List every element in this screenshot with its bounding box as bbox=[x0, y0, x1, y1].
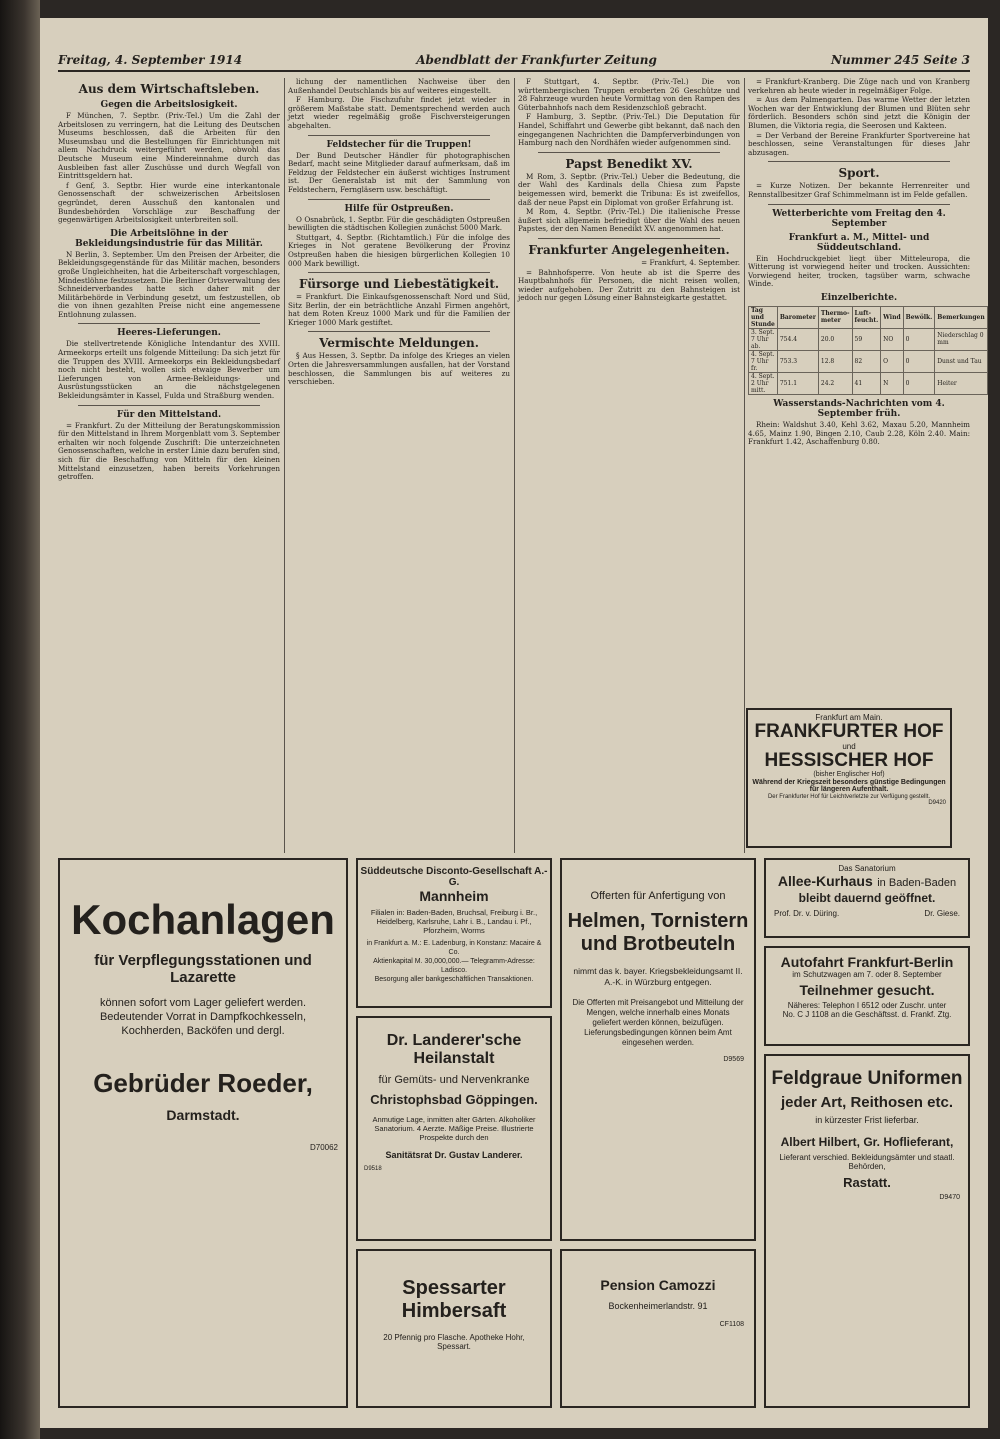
table-header-cell: Bewölk. bbox=[903, 306, 935, 328]
ad-text: Aktienkapital M. 30,000,000.— Telegramm-Adresse: Ladisco. bbox=[373, 958, 535, 974]
divider bbox=[308, 135, 490, 136]
ad-city: Darmstadt. bbox=[166, 1107, 240, 1123]
table-cell: N bbox=[881, 372, 903, 394]
table-cell: 754.4 bbox=[777, 328, 818, 350]
table-cell: 12.8 bbox=[818, 350, 852, 372]
column-rule bbox=[514, 78, 515, 853]
table-row bbox=[749, 350, 988, 372]
ad-company: Gebrüder Roeder, bbox=[93, 1068, 313, 1098]
ad-text: (bisher Englischer Hof) bbox=[813, 771, 885, 778]
ad-headline: FRANKFURTER HOF bbox=[754, 721, 944, 742]
article-paragraph: = Frankfurt. Die Einkaufsgenossenschaft Nord und Süd, Sitz Berlin, der ein beträchtliche Anzahl Firmen angehört, hat dem Roten Kreuz 1000 Mark und für die Familien der Krieger 1000 Mark gestiftet. bbox=[288, 292, 510, 327]
table-cell: 753.3 bbox=[777, 350, 818, 372]
ad-city: Rastatt. bbox=[843, 1175, 891, 1190]
article-paragraph: f Genf, 3. Septbr. Hier wurde eine interkantonale Genossenschaft der schweizerischen Arbeitslosen gegründet, deren Ausschuß den kantonalen und Bundesbehörden Vorschläge zur Beschaffung der gegenwärtigen Arbeitslosigkeit unterbreiten soll. bbox=[58, 180, 280, 225]
ad-landerer-heilanstalt bbox=[356, 1016, 552, 1241]
table-cell: 82 bbox=[852, 350, 881, 372]
table-cell: 0 bbox=[903, 328, 935, 350]
ad-headline: Kochanlagen bbox=[71, 896, 335, 943]
table-cell: NO bbox=[881, 328, 903, 350]
ad-subheadline: für Verpflegungsstationen und Lazarette bbox=[94, 952, 312, 986]
weather-heading: Wetterberichte vom Freitag den 4. September bbox=[772, 208, 946, 229]
article-paragraph: N Berlin, 3. September. Um den Preisen der Arbeiter, die Bekleidungsgegenstände für das Militär machen, besonders große Ungleichheiten, hat die Arbeiterschaft vorgeschlagen, Mindestlöhne festzusetzen. Die Berliner Ortsverwaltung des Schneiderverbandes hatte sich daher mit der Militärbehörde in Verbindung gesetzt, um festzustellen, ob die von ihnen gezahlten Preise nicht eine angemessene Entlohnung zulassen. bbox=[58, 249, 280, 319]
article-paragraph: lichung der namentlichen Nachweise über den Außenhandel Deutschlands bis auf weiteres eingestellt. bbox=[288, 77, 510, 95]
ad-text: Das Sanatorium bbox=[838, 864, 896, 873]
article-paragraph: F Stuttgart, 4. Septbr. (Priv.-Tel.) Die von württembergischen Truppen eroberten 26 Geschütze und 28 Fahrzeuge wurden heute Vormittag von den Rampen des Güterbahnhofs nach dem Residenzschloß gebracht. bbox=[518, 77, 740, 112]
ad-code: D70062 bbox=[309, 1143, 338, 1152]
section-heading: Vermischte Meldungen. bbox=[319, 336, 479, 351]
weather-subheading: Frankfurt a. M., Mittel- und Süddeutschland. bbox=[788, 232, 930, 253]
newspaper-page bbox=[40, 18, 988, 1428]
divider bbox=[768, 161, 950, 162]
table-cell: 41 bbox=[852, 372, 881, 394]
table-header-cell: Wind bbox=[881, 306, 903, 328]
table-row bbox=[749, 328, 988, 350]
column-rule bbox=[744, 78, 745, 853]
ad-headline: Feldgraue Uniformen bbox=[771, 1068, 963, 1089]
table-cell: 59 bbox=[852, 328, 881, 350]
water-text: Rhein: Waldshut 3.40, Kehl 3.62, Maxau 5.20, Mannheim 4.65, Mainz 1.90, Bingen 2.10, Caub 2.28, Köln 2.40. Main: Frankfurt 1.42, Aschaffenburg 0.80. bbox=[748, 419, 970, 447]
article-heading: Feldstecher für die Truppen! bbox=[326, 139, 472, 150]
ad-text: Bockenheimerlandstr. 91 bbox=[608, 1301, 708, 1311]
article-paragraph: = Aus dem Palmengarten. Das warme Wetter der letzten Wochen war der Entwicklung der Blumen und Blüten sehr förderlich. Besonders schön sind jetzt die Königin der Blumen, die Viktoria regia, die Seerosen und Kakteen. bbox=[748, 95, 970, 130]
divider bbox=[78, 405, 260, 406]
table-cell: 751.1 bbox=[777, 372, 818, 394]
weather-table bbox=[748, 306, 988, 395]
dateline: = Frankfurt, 4. September. bbox=[641, 257, 740, 267]
ad-text: Besorgung aller bankgeschäftlichen Transaktionen. bbox=[374, 976, 534, 983]
table-cell: 0 bbox=[903, 372, 935, 394]
ad-subheadline: für Gemüts- und Nervenkranke bbox=[378, 1074, 530, 1086]
ad-pension-camozzi bbox=[560, 1249, 756, 1408]
divider bbox=[308, 331, 490, 332]
ad-headline: Dr. Landerer'sche Heilanstalt bbox=[386, 1032, 522, 1067]
article-paragraph: Der Bund Deutscher Händler für photographischen Bedarf, macht seine Mitglieder darauf aufmerksam, daß im Feldzug der Feldstecher ein äußerst wichtiges Instrument ist. Der Generalstab ist mit der Sammlung von Feldstechern, Ferngläsern usw. beschäftigt. bbox=[288, 150, 510, 194]
weather-text: Ein Hochdruckgebiet liegt über Mitteleuropa, die Witterung ist vorwiegend heiter und trocken. Aussichten: Vorwiegend heiter, trocken, tagsüber warm, schwache Winde. bbox=[748, 253, 970, 289]
table-cell: 3. Sept. 7 Uhr ab. bbox=[749, 328, 778, 350]
article-heading: Heeres-Lieferungen. bbox=[117, 328, 221, 339]
ad-signature: Sanitätsrat Dr. Gustav Landerer. bbox=[385, 1150, 523, 1160]
article-heading: Für den Mittelstand. bbox=[116, 409, 222, 420]
article-heading: Hilfe für Ostpreußen. bbox=[344, 203, 454, 214]
article-heading: Gegen die Arbeitslosigkeit. bbox=[100, 100, 238, 110]
water-heading: Wasserstands-Nachrichten vom 4. September früh. bbox=[773, 398, 945, 419]
ad-text: Offerten für Anfertigung von bbox=[590, 890, 726, 902]
ad-headline: und Brotbeuteln bbox=[580, 933, 736, 955]
article-paragraph: F Hamburg, 3. Septbr. (Priv.-Tel.) Die Deputation für Handel, Schiffahrt und Gewerbe gibt bekannt, daß nach den eingegangenen Nachrichten die Dampferverbindungen von Hamburg nach den Nordhäfen wieder aufgenommen sind. bbox=[518, 112, 740, 148]
table-cell: 20.0 bbox=[818, 328, 852, 350]
divider bbox=[538, 152, 720, 153]
table-header-cell: Tag und Stunde bbox=[749, 306, 778, 328]
article-paragraph: Die stellvertretende Königliche Intendantur des XVIII. Armeekorps erteilt uns folgende Mitteilung: Da sich jetzt für die Truppen des XVIII. Armeekorps ein Bekleidungsbedarf noch nicht besteht, wollen sich etwaige Bewerber um Lieferungen von Armee-Bekleidungs- und Ausrüstungsstücken an die nächstgelegenen Bekleidungsämter in Kassel, Fulda und Straßburg wenden. bbox=[58, 339, 280, 401]
table-header-cell: Luft-feucht. bbox=[852, 306, 881, 328]
table-heading: Einzelberichte. bbox=[820, 292, 898, 303]
binding-gutter bbox=[0, 0, 40, 1439]
article-paragraph: = Der Verband der Bereine Frankfurter Sportvereine hat beschlossen, seine Veranstaltungen für dieses Jahr abzusagen. bbox=[748, 130, 970, 157]
divider bbox=[308, 199, 490, 200]
ad-headline: Süddeutsche Disconto-Gesellschaft A.-G. bbox=[360, 866, 548, 888]
ad-code: D9420 bbox=[928, 800, 946, 806]
table-cell: 0 bbox=[903, 350, 935, 372]
table-cell: Heiter bbox=[935, 372, 987, 394]
column-3 bbox=[518, 78, 740, 853]
table-row bbox=[749, 372, 988, 394]
article-paragraph: § Aus Hessen, 3. Septbr. Da infolge des Krieges an vielen Orten die Jahresversammlungen ausfallen, hat der Vorstand beschlossen, die Sammlungen bis auf weiteres zu verschieben. bbox=[288, 351, 510, 387]
ad-signature: Dr. Giese. bbox=[924, 909, 960, 918]
divider bbox=[768, 204, 950, 205]
table-cell: 4. Sept. 2 Uhr mitt. bbox=[749, 372, 778, 394]
ad-subheadline: jeder Art, Reithosen etc. bbox=[781, 1094, 953, 1111]
paper-title: Abendblatt der Frankfurter Zeitung bbox=[416, 53, 657, 67]
ad-feldgraue-uniformen bbox=[764, 1054, 970, 1408]
article-paragraph: M Rom, 4. Septbr. (Priv.-Tel.) Die italienische Presse äußert sich allgemein befriedigt über die Wahl des neuen Papstes, der den Namen Benedikt XV. angenommen hat. bbox=[518, 207, 740, 234]
column-2 bbox=[288, 78, 510, 853]
issue-number: Nummer 245 Seite 3 bbox=[830, 53, 970, 67]
ad-text: in Frankfurt a. M.: E. Ladenburg, in Konstanz: Macaire & Co. bbox=[366, 940, 542, 956]
column-rule bbox=[284, 78, 285, 853]
ad-headline: Autofahrt Frankfurt-Berlin bbox=[780, 954, 954, 970]
ad-text: Die Offerten mit Preisangebot und Mitteilung der Mengen, welche innerhalb eines Monats geliefert werden können, beizufügen. Lieferungsbedingungen können beim Amt eingesehen werden. bbox=[572, 998, 744, 1047]
ad-text: in kürzester Frist lieferbar. bbox=[815, 1115, 919, 1125]
advertisements bbox=[58, 858, 970, 1418]
article-paragraph: O Osnabrück, 1. Septbr. Für die geschädigten Ostpreußen bewilligten die städtischen Kollegien zunächst 5000 Mark. bbox=[288, 214, 510, 233]
ad-text: Lieferant verschied. Bekleidungsämter und staatl. Behörden, bbox=[779, 1153, 955, 1171]
ad-text: können sofort vom Lager geliefert werden. Bedeutender Vorrat in Dampfkochkesseln, Kochherden, Backöfen und dergl. bbox=[99, 997, 307, 1037]
article-paragraph: F München, 7. Septbr. (Priv.-Tel.) Um die Zahl der Arbeitslosen zu verringern, hat die Leitung des Deutschen Museums beschlossen, daß die Arbeiten für den Museumsbau und die Bestellungen für Einrichtungen mit allem Nachdruck weitergeführt werden, obwohl das Deutsche Museum eine Mindereinnahme durch das Ausbleiben fast aller Zuschüsse und durch Wegfall von Eintrittsgeldern hat. bbox=[58, 111, 280, 181]
table-header-cell: Barometer bbox=[777, 306, 818, 328]
table-header-cell: Bemerkungen bbox=[935, 306, 987, 328]
ad-kochanlagen bbox=[58, 858, 348, 1408]
table-cell: Niederschlag 0 mm bbox=[935, 328, 987, 350]
ad-text: Der Frankfurter Hof für Leichtverletzte zur Verfügung gestellt. bbox=[767, 794, 931, 800]
ad-subheadline: bleibt dauernd geöffnet. bbox=[798, 891, 936, 905]
article-paragraph: = Bahnhofsperre. Von heute ab ist die Sperre des Hauptbahnhofs für Personen, die nicht reisen wollen, wieder aufgehoben. Der Zutritt zu den Bahnsteigen ist jedoch nur gegen Lösung einer Bahnsteigkarte gestattet. bbox=[518, 267, 740, 303]
ad-headline: HESSISCHER HOF bbox=[764, 750, 934, 771]
ad-allee-kurhaus bbox=[764, 858, 970, 938]
ad-code: CF1108 bbox=[719, 1321, 744, 1328]
table-header-row bbox=[749, 306, 988, 328]
ad-headline: Helmen, Tornistern bbox=[567, 910, 749, 932]
column-1 bbox=[58, 78, 280, 853]
section-heading: Frankfurter Angelegenheiten. bbox=[528, 242, 730, 257]
section-heading: Sport. bbox=[838, 166, 880, 181]
ad-text: nimmt das k. bayer. Kriegsbekleidungsamt II. A.-K. in Würzburg entgegen. bbox=[573, 966, 743, 987]
ad-city: Mannheim bbox=[419, 888, 489, 904]
table-header-cell: Thermo-meter bbox=[818, 306, 852, 328]
ad-code: D9518 bbox=[364, 1166, 382, 1172]
table-cell: 24.2 bbox=[818, 372, 852, 394]
issue-date: Freitag, 4. September 1914 bbox=[58, 53, 243, 67]
ad-frankfurter-hof bbox=[746, 708, 952, 848]
masthead bbox=[58, 48, 970, 72]
section-heading: Aus dem Wirtschaftsleben. bbox=[78, 82, 260, 96]
article-paragraph: = Frankfurt-Kranberg. Die Züge nach und von Kranberg verkehren ab heute wieder in regelmäßiger Folge. bbox=[748, 77, 970, 95]
table-cell: Dunst und Tau bbox=[935, 350, 987, 372]
ad-headline: Allee-Kurhaus bbox=[777, 873, 873, 889]
ad-headline: Spessarter bbox=[402, 1277, 506, 1299]
ad-helme-tornister bbox=[560, 858, 756, 1241]
ad-company: Albert Hilbert, Gr. Hoflieferant, bbox=[780, 1135, 954, 1149]
ad-disconto-bank bbox=[356, 858, 552, 1008]
ad-headline: Pension Camozzi bbox=[600, 1277, 716, 1293]
ad-location: Christophsbad Göppingen. bbox=[370, 1092, 538, 1107]
divider bbox=[538, 238, 720, 239]
section-heading: Papst Benedikt XV. bbox=[565, 156, 693, 171]
article-heading: Die Arbeitslöhne in der Bekleidungsindustrie für das Militär. bbox=[75, 228, 263, 249]
ad-signature: Prof. Dr. v. Düring. bbox=[774, 909, 840, 918]
ad-autofahrt bbox=[764, 946, 970, 1046]
ad-spessarter-himbersaft bbox=[356, 1249, 552, 1408]
ad-text: No. C J 1108 an die Geschäftsst. d. Frankf. Ztg. bbox=[782, 1010, 952, 1019]
ad-text: Frankfurt am Main. bbox=[815, 713, 883, 722]
section-heading: Fürsorge und Liebestätigkeit. bbox=[298, 277, 500, 292]
divider bbox=[78, 323, 260, 324]
ad-text: im Schutzwagen am 7. oder 8. September bbox=[792, 970, 942, 979]
divider bbox=[308, 272, 490, 273]
ad-text: Anmutige Lage, inmitten alter Gärten. Alkoholiker Sanatorium. 4 Aerzte. Mäßige Preise. Illustrierte Prospekte durch den bbox=[372, 1115, 536, 1142]
article-paragraph: F Hamburg. Die Fischzufuhr findet jetzt wieder in größerem Maßstabe statt. Dementsprechend werden auch jetzt wieder regelmäßig große Fischversteigerungen abgehalten. bbox=[288, 95, 510, 130]
ad-text: Näheres: Telephon I 6512 oder Zuschr. unter bbox=[787, 1001, 947, 1010]
ad-text: 20 Pfennig pro Flasche. Apotheke Hohr, Spessart. bbox=[383, 1333, 525, 1351]
ad-text: Filialen in: Baden-Baden, Bruchsal, Freiburg i. Br., Heidelberg, Karlsruhe, Lahr i. B., Landau i. Pf., Pforzheim, Worms bbox=[370, 908, 538, 935]
table-cell: 4. Sept. 7 Uhr fr. bbox=[749, 350, 778, 372]
ad-subheadline: Teilnehmer gesucht. bbox=[799, 982, 935, 998]
ad-headline: Himbersaft bbox=[401, 1300, 507, 1322]
article-paragraph: Stuttgart, 4. Septbr. (Richtamtlich.) Für die infolge des Krieges in Not geratene Bevölkerung der Provinz Ostpreußen haben die hiesigen bürgerlichen Kollegien 10 000 Mark bewilligt. bbox=[288, 232, 510, 268]
article-paragraph: = Frankfurt. Zu der Mitteilung der Beratungskommission für den Mittelstand in Ihrem Morgenblatt vom 3. September erhalten wir noch folgende Zuschrift: Die unterzeichneten Genossenschaften, welche in erster Linie dazu berufen sind, sich für die Beschaffung von Mitteln für den kleinen Mittelstand einzusetzen, haben bereits Vorkehrungen getroffen. bbox=[58, 420, 280, 482]
ad-text: Während der Kriegszeit besonders günstige Bedingungen für längeren Aufenthalt. bbox=[752, 779, 946, 793]
ad-code: D9470 bbox=[939, 1194, 960, 1201]
article-paragraph: M Rom, 3. Septbr. (Priv.-Tel.) Ueber die Bedeutung, die der Wahl des Kardinals della Chiesa zum Papste beigemessen wird, bemerkt die Tribuna: Es ist zweifellos, daß der neue Papst ein Diplomat von großer Erfahrung ist. bbox=[518, 171, 740, 207]
ad-location: in Baden-Baden bbox=[877, 877, 957, 889]
article-paragraph: = Kurze Notizen. Der bekannte Herrenreiter und Rennstallbesitzer Graf Schimmelmann ist im Felde gefallen. bbox=[748, 181, 970, 199]
table-cell: O bbox=[881, 350, 903, 372]
ad-code: D9569 bbox=[723, 1056, 744, 1063]
ad-text: und bbox=[842, 742, 856, 751]
